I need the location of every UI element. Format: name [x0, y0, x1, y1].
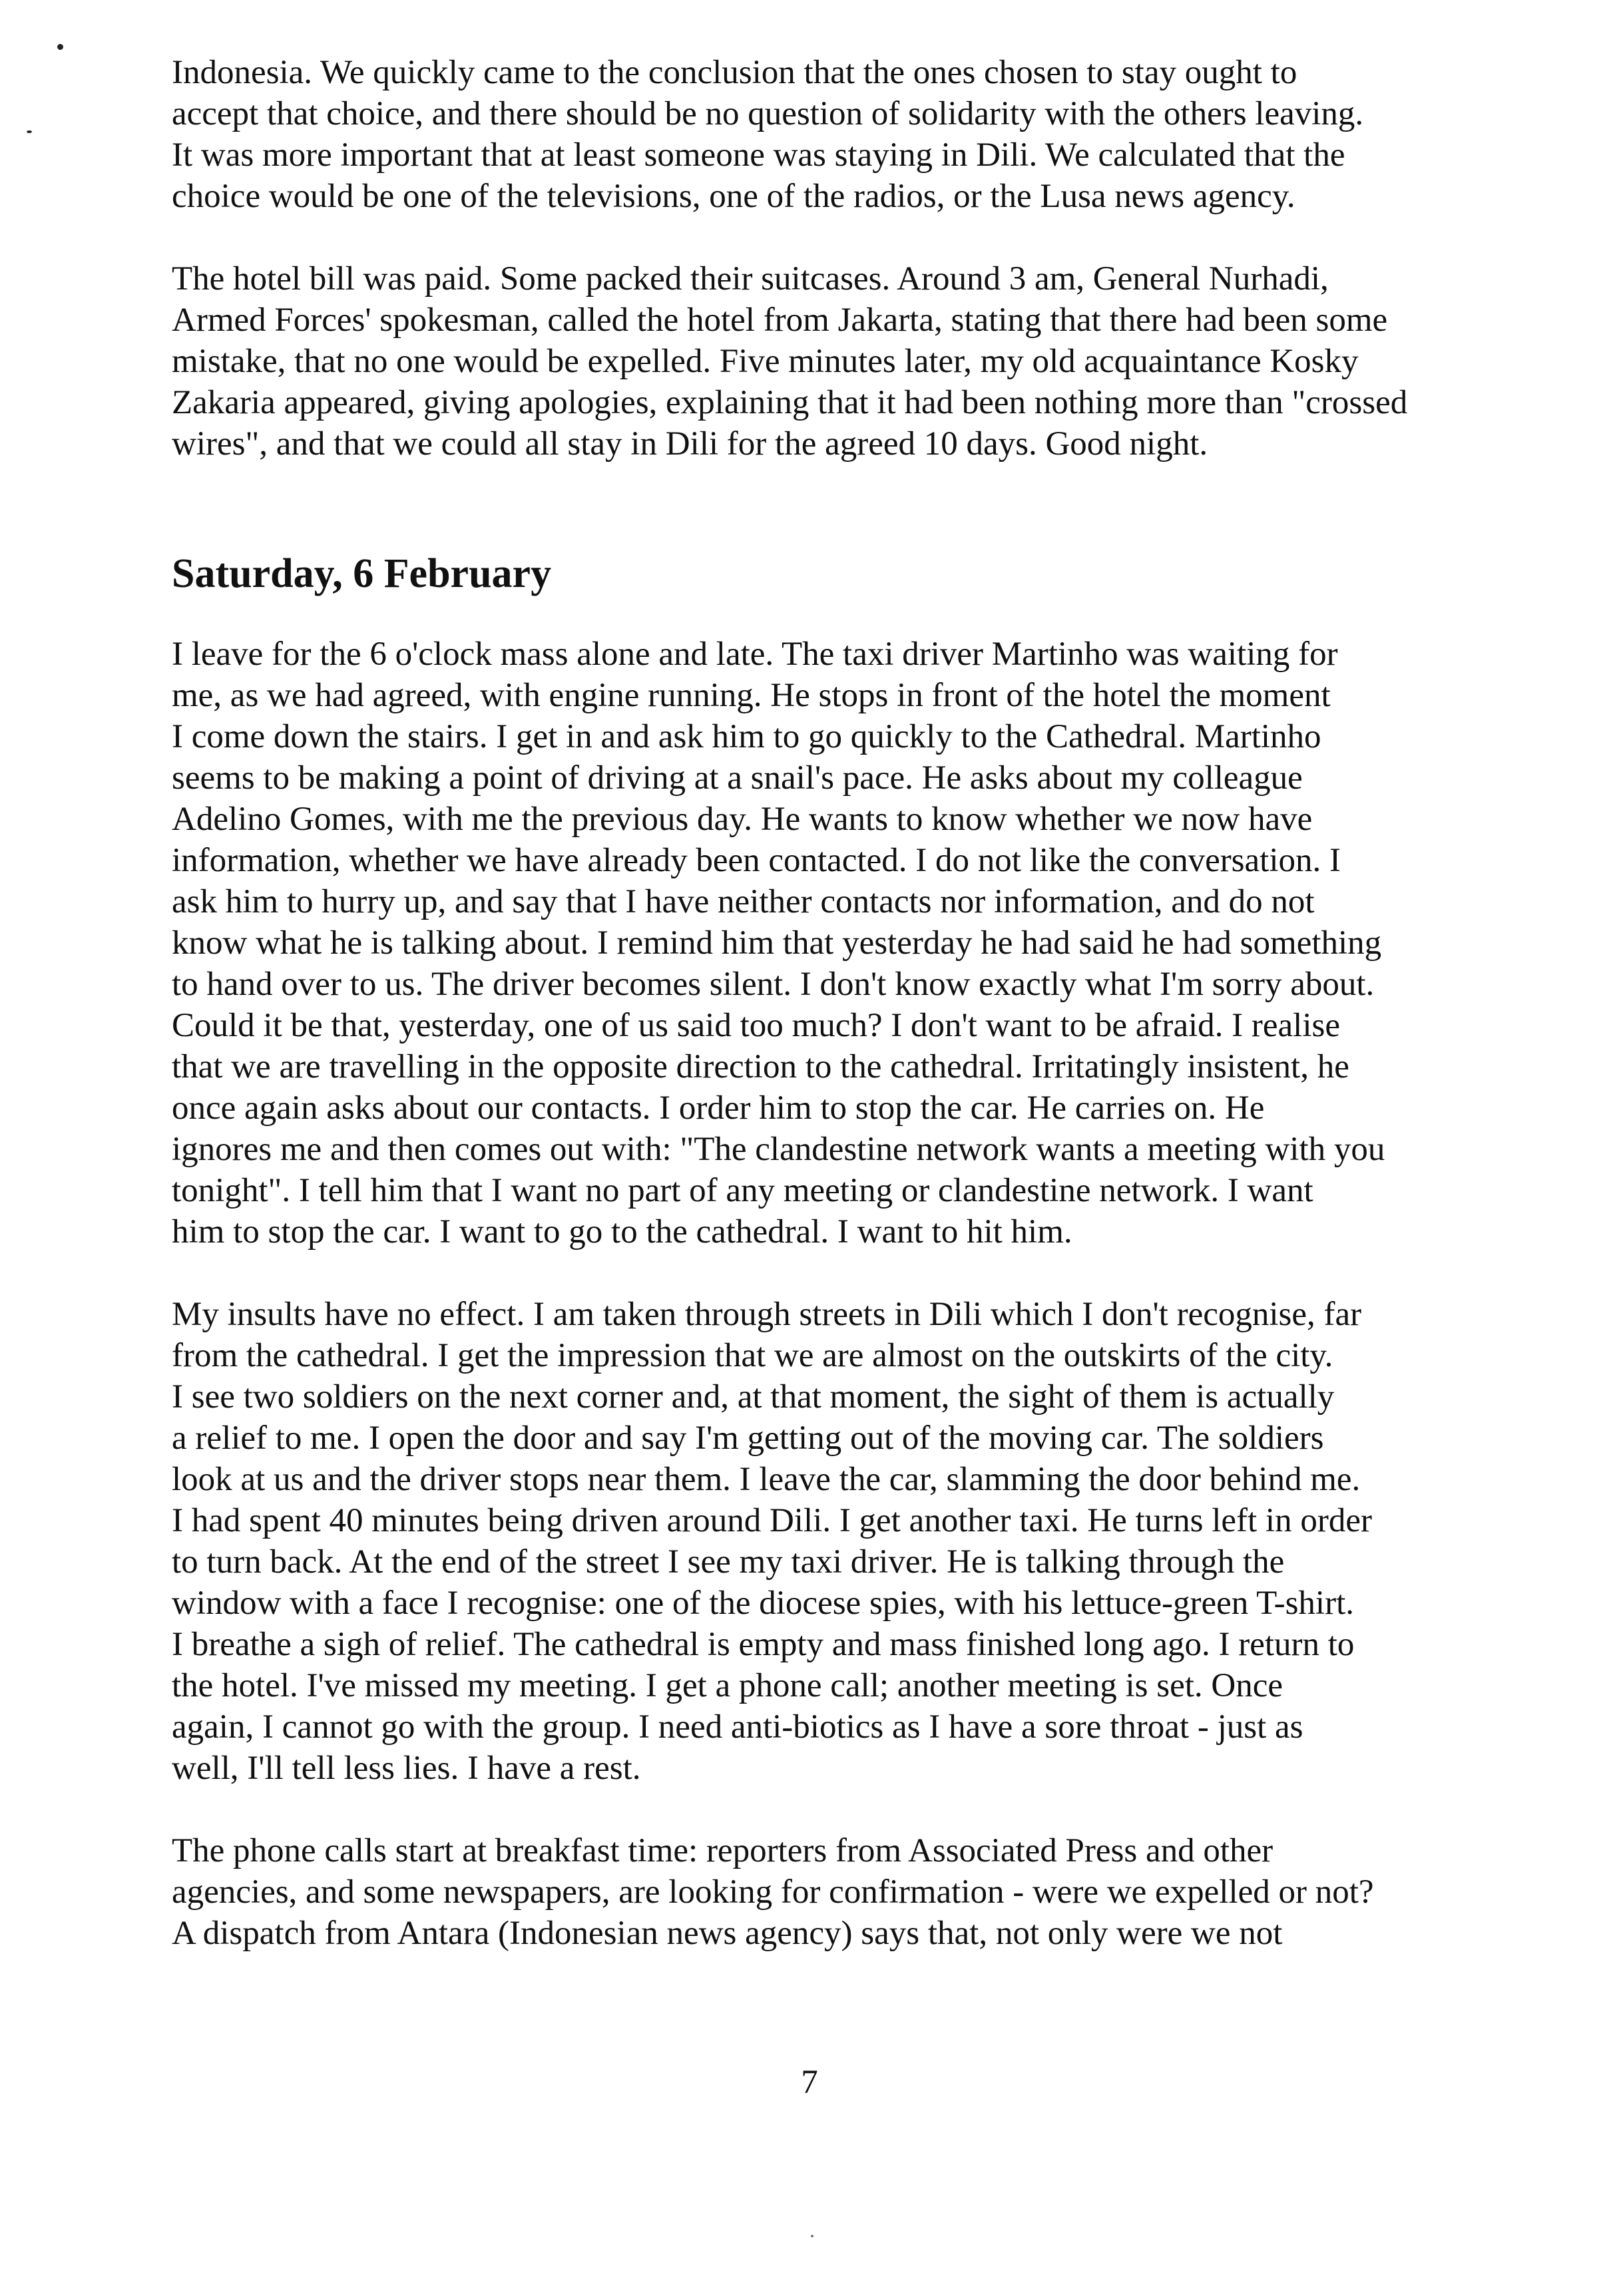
scan-speck: [57, 44, 63, 50]
paragraph: I leave for the 6 o'clock mass alone and late. The taxi driver Martinho was waiting for me, as we had agreed, with engine running. He stops in front of the hotel the moment I come down the stairs. I get in and ask him to go quickly to the Cathedral. Martinho seems to be making a point of driving at a snail's pace. He asks about my colleague Adelino Gomes, with me the previous day. He wants to know whether we now have information, whether we have already been contacted. I do not like the conversation. I ask him to hurry up, and say that I have neither contacts nor information, and do not know what he is talking about. I remind him that yesterday he had said he had something to hand over to us. The driver becomes silent. I don't know exactly what I'm sorry about. Could it be that, yesterday, one of us said too much? I don't want to be afraid. I realise that we are travelling in the opposite direction to the cathedral. Irritatingly insistent, he once again asks about our contacts. I order him to stop the car. He carries on. He ignores me and then comes out with: "The clandestine network wants a meeting with you tonight". I tell him that I want no part of any meeting or clandestine network. I want him to stop the car. I want to go to the cathedral. I want to hit him.: [172, 636, 1385, 1250]
paragraph: My insults have no effect. I am taken through streets in Dili which I don't recognise, far from the cathedral. I get the impression that we are almost on the outskirts of the city. I see two soldiers on the next corner and, at that moment, the sight of them is actually a relief to me. I open the door and say I'm getting out of the moving car. The soldiers look at us and the driver stops near them. I leave the car, slamming the door behind me. I had spent 40 minutes being driven around Dili. I get another taxi. He turns left in order to turn back. At the end of the street I see my taxi driver. He is talking through the window with a face I recognise: one of the diocese spies, with his lettuce-green T-shirt. I breathe a sigh of relief. The cathedral is empty and mass finished long ago. I return to the hotel. I've missed my meeting. I get a phone call; another meeting is set. Once again, I cannot go with the group. I need anti-biotics as I have a sore throat - just as well, I'll tell less lies. I have a rest.: [172, 1296, 1372, 1787]
page-number: 7: [801, 2064, 818, 2101]
paragraph: Indonesia. We quickly came to the conclusion that the ones chosen to stay ought to accept that choice, and there should be no question of solidarity with the others leaving. It was more important that at least someone was staying in Dili. We calculated that the choice would be one of the televisions, one of the radios, or the Lusa news agency.: [172, 54, 1364, 215]
paragraph: The phone calls start at breakfast time: reporters from Associated Press and other agencies, and some newspapers, are looking for confirmation - were we expelled or not? A dispatch from Antara (Indonesian news agency) says that, not only were we not: [172, 1832, 1374, 1952]
text-column: [172, 52, 1481, 1954]
paragraph: The hotel bill was paid. Some packed their suitcases. Around 3 am, General Nurhadi, Armed Forces' spokesman, called the hotel from Jakarta, stating that there had been some mistake, that no one would be expelled. Five minutes later, my old acquaintance Kosky Zakaria appeared, giving apologies, explaining that it had been nothing more than "crossed wires", and that we could all stay in Dili for the agreed 10 days. Good night.: [172, 260, 1408, 463]
section-heading: Saturday, 6 February: [172, 551, 552, 596]
scan-speck: [27, 130, 32, 133]
scan-speck: [811, 2235, 813, 2237]
